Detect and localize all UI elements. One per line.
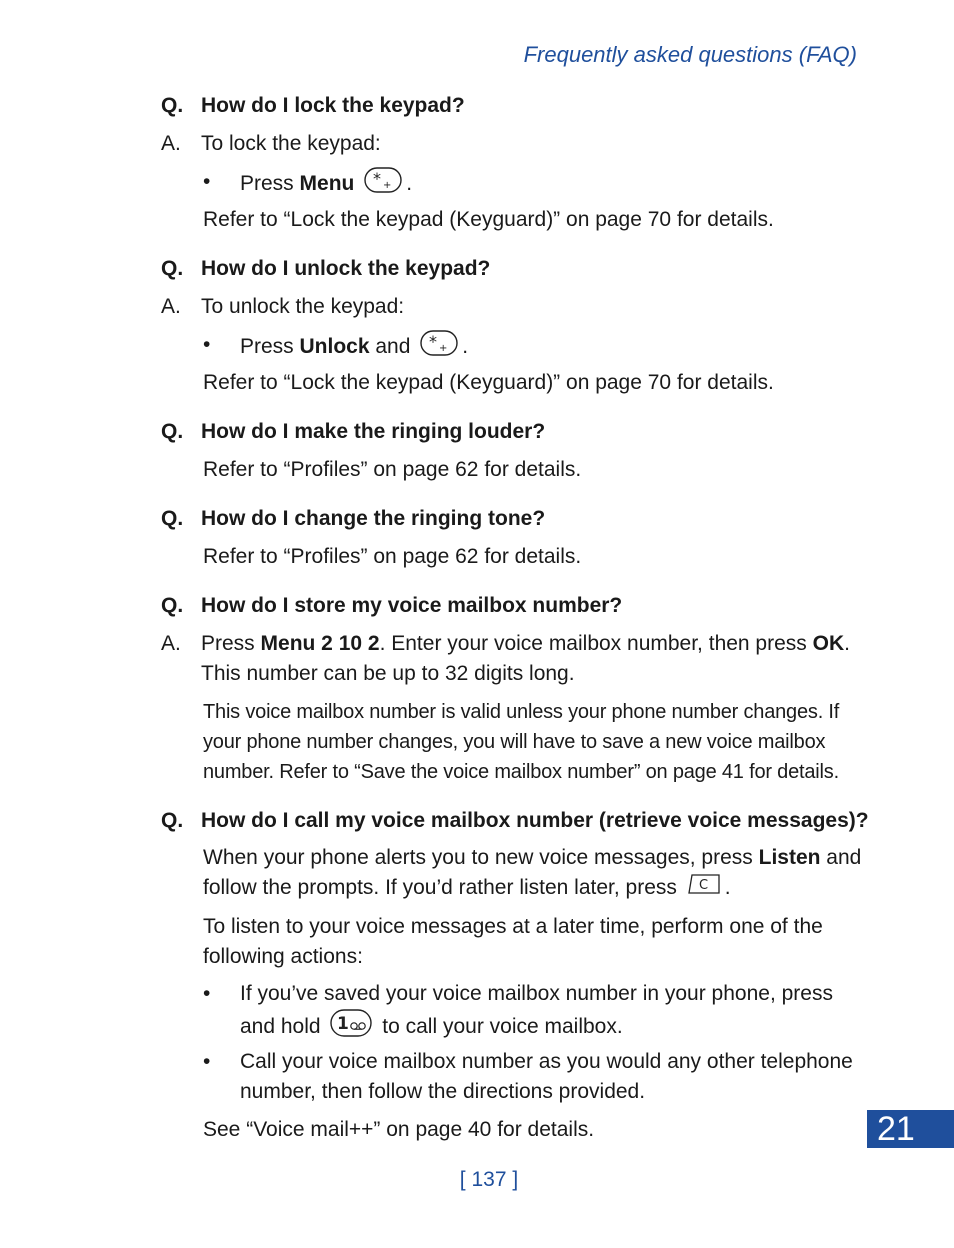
chapter-tab: 21: [867, 1110, 954, 1148]
question-text: How do I store my voice mailbox number?: [201, 594, 623, 617]
question-text: How do I call my voice mailbox number (retrieve voice messages)?: [201, 809, 869, 832]
question-text: How do I unlock the keypad?: [201, 257, 491, 280]
a-label: A.: [161, 295, 181, 318]
ok-keyword: OK: [812, 632, 845, 655]
q-label: Q.: [161, 420, 184, 443]
voicemail-one-key-icon: [330, 1009, 372, 1046]
question-store-mailbox: [161, 591, 861, 621]
svg-text:1: 1: [337, 1014, 350, 1034]
answer-store-mailbox: Press Menu 2 10 2. Enter your voice mailbox number, then press OK. This number can be up to 32 digits long.: [201, 632, 850, 685]
bullet-dot: •: [203, 1050, 211, 1073]
question-ringing-tone: [161, 504, 861, 534]
menu-keyword: Menu: [299, 172, 355, 196]
bullet-dot: •: [203, 333, 211, 356]
answer-lock-keypad: [161, 129, 861, 159]
listen-paragraph: When your phone alerts you to new voice messages, press Listen and follow the prompts. If you’d rather listen later, press C .: [203, 843, 863, 904]
bullet-call-number: Call your voice mailbox number as you would any other telephone number, then follow the directions provided.: [240, 1050, 853, 1103]
svg-text:C: C: [698, 878, 708, 893]
see-reference: See “Voice mail++” on page 40 for details.: [203, 1118, 595, 1141]
question-unlock-keypad: [161, 254, 861, 284]
refer-text: Refer to “Lock the keypad (Keyguard)” on page 70 for details.: [203, 371, 774, 394]
q-label: Q.: [161, 594, 184, 617]
question-text: How do I change the ringing tone?: [201, 507, 546, 530]
question-call-mailbox: [161, 806, 881, 836]
svg-text:+: +: [383, 180, 392, 191]
later-paragraph: To listen to your voice messages at a later time, perform one of the following actions:: [203, 915, 823, 968]
q-label: Q.: [161, 257, 184, 280]
a-label: A.: [161, 132, 181, 155]
question-lock-keypad: [161, 91, 861, 121]
question-ringing-louder: [161, 417, 861, 447]
unlock-keyword: Unlock: [299, 335, 370, 359]
a-label: A.: [161, 632, 181, 655]
refer-text: Refer to “Profiles” on page 62 for details.: [203, 458, 582, 481]
running-header: Frequently asked questions (FAQ): [523, 42, 857, 67]
bullet-press-menu: Press Menu * + .: [240, 167, 860, 202]
svg-text:+: +: [439, 343, 448, 354]
q-label: Q.: [161, 94, 184, 117]
clear-key-icon: [687, 873, 721, 904]
svg-text:*: *: [373, 169, 382, 188]
bullet-press-unlock: Press Unlock and * + .: [240, 330, 860, 365]
q-label: Q.: [161, 809, 184, 832]
answer-text: To unlock the keypad:: [201, 295, 405, 318]
question-text: How do I make the ringing louder?: [201, 420, 546, 443]
question-text: How do I lock the keypad?: [201, 94, 465, 117]
listen-keyword: Listen: [758, 846, 821, 869]
answer-text: To lock the keypad:: [201, 132, 381, 155]
bullet-press-hold-one: If you’ve saved your voice mailbox number in your phone, press and hold 1 to call your voice mailbox.: [240, 979, 860, 1046]
bullet-dot: •: [203, 170, 211, 193]
answer-unlock-keypad: [161, 292, 861, 322]
star-key-icon: [364, 167, 402, 202]
page-number: [ 137 ]: [459, 1168, 519, 1191]
menu-path-keyword: Menu 2 10 2: [260, 632, 380, 655]
mailbox-note: This voice mailbox number is valid unless your phone number changes. If your phone number changes, you will have to save a new voice mailbox number. Refer to “Save the voice mailbox number” on page 41 for details.: [203, 701, 840, 783]
bullet-dot: •: [203, 982, 211, 1005]
svg-text:*: *: [429, 332, 438, 351]
q-label: Q.: [161, 507, 184, 530]
star-key-icon: [420, 330, 458, 365]
refer-text: Refer to “Profiles” on page 62 for details.: [203, 545, 582, 568]
refer-text: Refer to “Lock the keypad (Keyguard)” on page 70 for details.: [203, 208, 774, 231]
